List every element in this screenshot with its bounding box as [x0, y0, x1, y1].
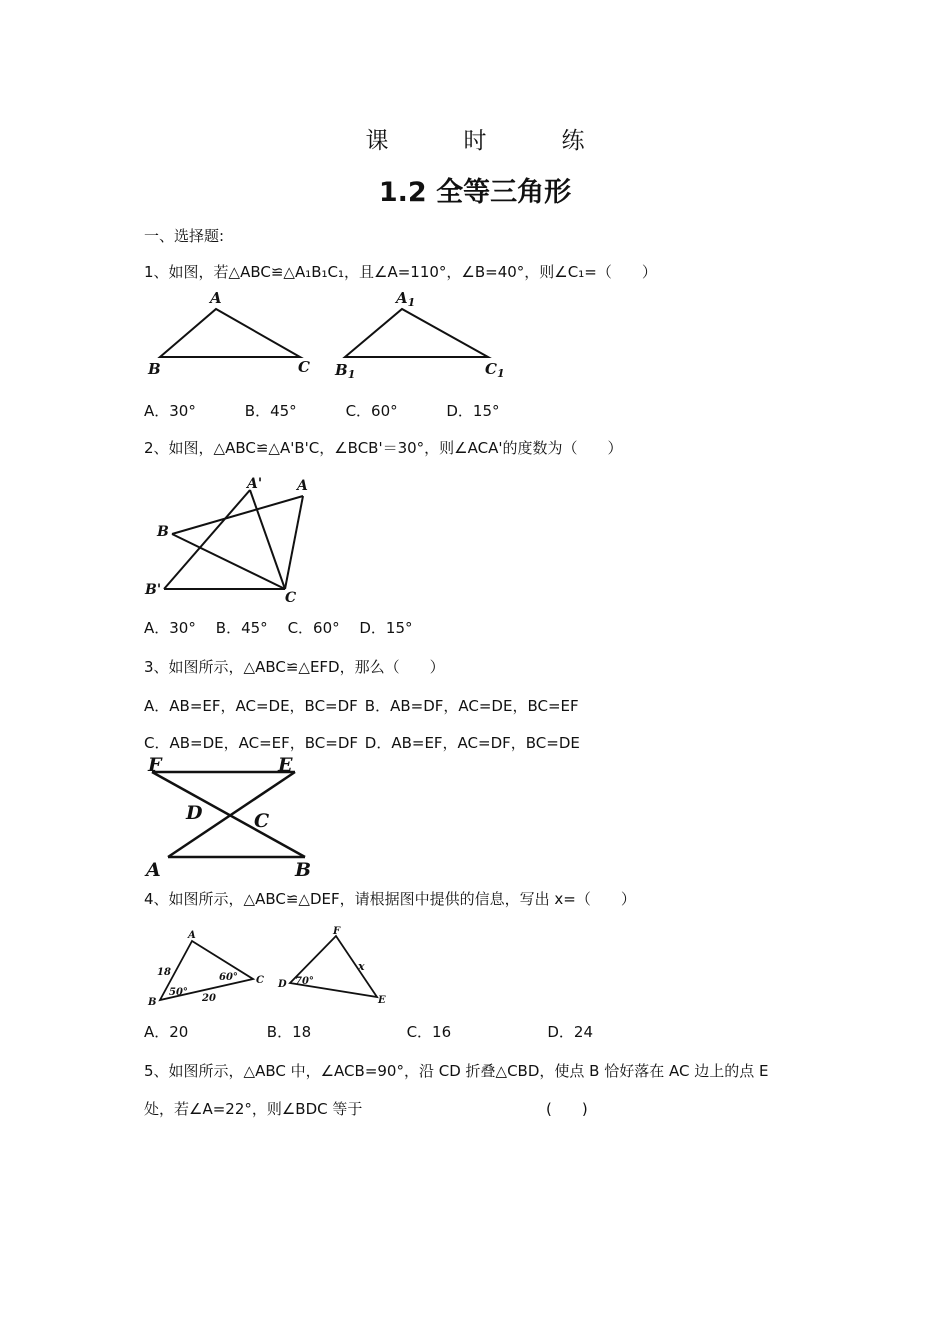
q1-stem: 1、如图，若△ABC≌△A₁B₁C₁，且∠A=110°，∠B=40°，则∠C₁=（ ）: [144, 263, 657, 281]
q4-side-ab: 18: [157, 967, 171, 978]
q4-side-x: x: [358, 960, 365, 973]
q2-option-b[interactable]: B．45°: [215, 619, 268, 637]
q2-stem: 2、如图，△ABC≌△A'B'C，∠BCB'＝30°，则∠ACA'的度数为（ ）: [144, 439, 623, 457]
q3-label-e: E: [278, 755, 293, 776]
q2-option-d[interactable]: D．15°: [359, 619, 413, 637]
q3-label-b: B: [295, 859, 312, 880]
q4-label-b: B: [148, 997, 157, 1008]
q1-label-b: B: [148, 360, 161, 378]
q3-label-a: A: [146, 859, 161, 880]
q3-label-f: F: [148, 755, 162, 776]
q3-options-row2: [144, 732, 580, 753]
q2-figure: [140, 472, 330, 607]
q3-option-d[interactable]: D．AB=EF，AC=DF，BC=DE: [364, 734, 580, 752]
q4-option-c[interactable]: C．16: [406, 1023, 452, 1041]
q3-option-c[interactable]: C．AB=DE，AC=EF，BC=DF: [144, 734, 359, 752]
q2-label-b-prime: B': [145, 582, 162, 598]
q1-label-a: A: [210, 289, 222, 307]
q4-option-b[interactable]: B．18: [266, 1023, 312, 1041]
q5-stem-line1: 5、如图所示，△ABC 中，∠ACB=90°，沿 CD 折叠△CBD，使点 B 恰好落在 AC 边上的点 E: [144, 1062, 769, 1080]
q4-angle-b: 50°: [169, 987, 188, 998]
q3-label-c: C: [254, 810, 270, 832]
q1-option-d[interactable]: D．15°: [446, 402, 500, 420]
q1-option-a[interactable]: A．30°: [144, 402, 196, 420]
q1-triangle-a1b1c1: [345, 309, 488, 357]
q1-label-b1: $B_1$: [335, 361, 356, 381]
q1-option-c[interactable]: C．60°: [345, 402, 398, 420]
q3-option-b[interactable]: B．AB=DF，AC=DE，BC=EF: [364, 697, 579, 715]
q2-label-a-prime: A': [247, 476, 263, 492]
q4-label-a: A: [188, 930, 196, 941]
q4-options: [144, 1021, 593, 1042]
q3-figure: [140, 755, 330, 880]
q3-options-row1: [144, 695, 579, 716]
q1-triangle-abc: [160, 309, 300, 357]
q3-stem: 3、如图所示，△ABC≌△EFD，那么（ ）: [144, 658, 445, 676]
q4-label-f: F: [333, 926, 341, 937]
lesson-title: 1.2 全等三角形: [378, 177, 572, 208]
q4-side-bc: 20: [202, 993, 216, 1004]
q2-label-a: A: [297, 478, 308, 494]
q1-figure: [140, 285, 520, 385]
q4-angle-d: 70°: [295, 976, 314, 987]
worksheet-title: 课 时 练: [365, 128, 611, 154]
q3-option-a[interactable]: A．AB=EF，AC=DE，BC=DF: [144, 697, 358, 715]
q2-option-a[interactable]: A．30°: [144, 619, 196, 637]
q4-label-e: E: [378, 995, 386, 1006]
q4-stem: 4、如图所示，△ABC≌△DEF，请根据图中提供的信息，写出 x=（ ）: [144, 890, 636, 908]
q1-label-c: C: [298, 358, 310, 376]
q4-option-d[interactable]: D．24: [547, 1023, 593, 1041]
q2-label-b: B: [157, 524, 169, 540]
q4-label-c: C: [256, 975, 264, 986]
q2-option-c[interactable]: C．60°: [287, 619, 340, 637]
q1-label-a1: $A_1$: [396, 289, 416, 309]
q1-label-c1: $C_1$: [485, 360, 505, 380]
q2-label-c: C: [285, 590, 297, 606]
q1-option-b[interactable]: B．45°: [244, 402, 297, 420]
q5-stem-line2: 处，若∠A=22°，则∠BDC 等于: [144, 1100, 363, 1118]
q3-label-d: D: [186, 802, 203, 824]
q4-figure: [140, 925, 400, 1015]
q4-angle-c: 60°: [219, 972, 238, 983]
q2-options: [144, 617, 412, 638]
q1-options: [144, 400, 499, 421]
q4-label-d: D: [278, 979, 287, 990]
q5-answer-paren: ( ): [546, 1100, 588, 1118]
q4-option-a[interactable]: A．20: [144, 1023, 189, 1041]
section-heading: 一、选择题:: [144, 227, 225, 245]
